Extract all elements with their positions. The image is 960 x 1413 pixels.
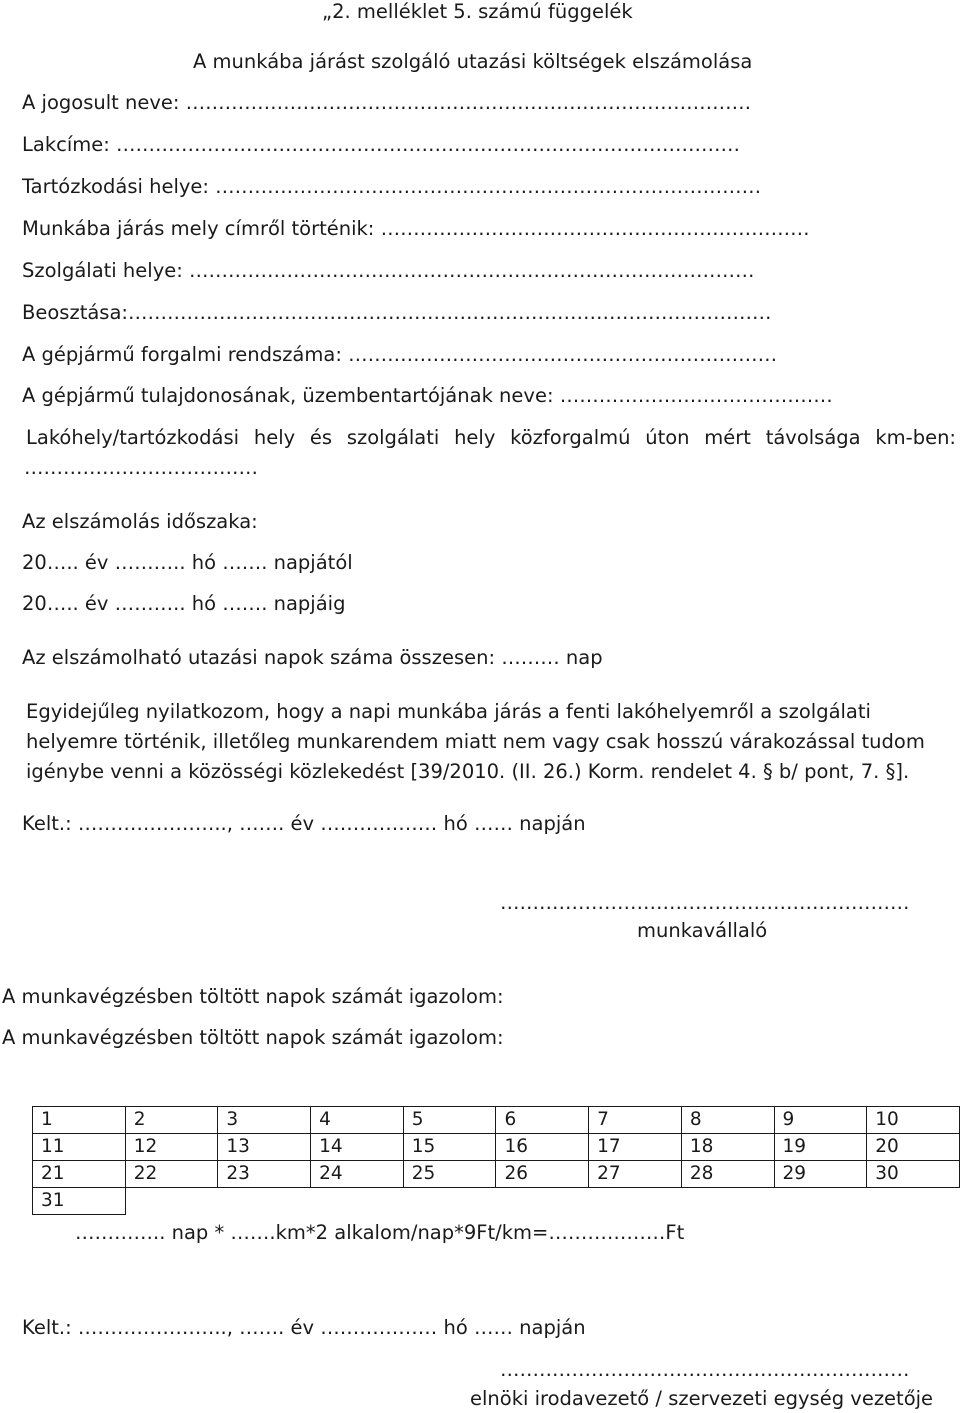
day-cell: 11 (33, 1134, 126, 1161)
field-workplace: Szolgálati helye: …………………………………………………………………………… (22, 259, 755, 282)
day-cell: 31 (33, 1188, 126, 1215)
dated-line-employee: Kelt.: ………………….., ……. év ……………… hó …… napján (22, 812, 586, 835)
table-row (33, 1161, 960, 1188)
day-cell: 7 (589, 1107, 682, 1134)
field-license-plate: A gépjármű forgalmi rendszáma: ………………………………………………………… (22, 343, 778, 366)
approver-signature-dots: ……………………………………………………… (500, 1358, 910, 1381)
day-cell: 10 (867, 1107, 960, 1134)
employee-signature-label: munkavállaló (637, 919, 768, 942)
period-to: 20….. év ……….. hó ……. napjáig (22, 592, 346, 615)
day-cell: 27 (589, 1161, 682, 1188)
field-address: Lakcíme: …………………………………………………………………………………… (22, 133, 741, 156)
document-title: A munkába járást szolgáló utazási költségek elszámolása (193, 50, 753, 73)
day-cell: 14 (311, 1134, 404, 1161)
day-cell: 2 (125, 1107, 218, 1134)
day-cell: 25 (403, 1161, 496, 1188)
day-cell: 8 (681, 1107, 774, 1134)
field-commute-origin: Munkába járás mely címről történik: ………………………………………………………… (22, 217, 810, 240)
period-from: 20….. év ……….. hó ……. napjától (22, 551, 353, 574)
day-cell: 21 (33, 1161, 126, 1188)
annex-reference: „2. melléklet 5. számú függelék (322, 0, 633, 23)
field-vehicle-owner: A gépjármű tulajdonosának, üzembentartójának neve: …………………………………… (22, 384, 833, 407)
day-cell: 22 (125, 1161, 218, 1188)
working-days-table (32, 1106, 960, 1215)
certify-line-1: A munkavégzésben töltött napok számát igazolom: (2, 985, 504, 1008)
period-label: Az elszámolás időszaka: (22, 510, 258, 533)
field-residence: Tartózkodási helye: ………………………………………………………………………… (22, 175, 762, 198)
day-cell: 28 (681, 1161, 774, 1188)
table-row (33, 1188, 960, 1215)
day-cell: 30 (867, 1161, 960, 1188)
table-row (33, 1107, 960, 1134)
day-cell: 9 (774, 1107, 867, 1134)
day-cell: 23 (218, 1161, 311, 1188)
field-distance-dots: ……………………………… (24, 456, 258, 479)
day-cell: 15 (403, 1134, 496, 1161)
days-total: Az elszámolható utazási napok száma összesen: ……… nap (22, 646, 603, 669)
approver-signature-label: elnöki irodavezető / szervezeti egység vezetője (470, 1387, 934, 1410)
day-cell: 26 (496, 1161, 589, 1188)
employee-signature-dots: ……………………………………………………… (500, 891, 910, 914)
field-beneficiary-name: A jogosult neve: …………………………………………………………………………… (22, 91, 752, 114)
day-cell: 20 (867, 1134, 960, 1161)
day-cell: 17 (589, 1134, 682, 1161)
day-cell: 13 (218, 1134, 311, 1161)
day-cell: 3 (218, 1107, 311, 1134)
day-cell: 16 (496, 1134, 589, 1161)
day-cell: 6 (496, 1107, 589, 1134)
day-cell: 18 (681, 1134, 774, 1161)
day-cell: 29 (774, 1161, 867, 1188)
cost-formula: ………….. nap * …….km*2 alkalom/nap*9Ft/km=………………Ft (75, 1221, 685, 1244)
empty-cell (125, 1188, 959, 1215)
day-cell: 5 (403, 1107, 496, 1134)
day-cell: 1 (33, 1107, 126, 1134)
day-cell: 12 (125, 1134, 218, 1161)
day-cell: 4 (311, 1107, 404, 1134)
field-distance: Lakóhely/tartózkodási hely és szolgálati hely közforgalmú úton mért távolsága km-ben: (26, 426, 956, 449)
table-row (33, 1134, 960, 1161)
day-cell: 24 (311, 1161, 404, 1188)
dated-line-approver: Kelt.: ………………….., ……. év ……………… hó …… napján (22, 1316, 586, 1339)
day-cell: 19 (774, 1134, 867, 1161)
certify-line-2: A munkavégzésben töltött napok számát igazolom: (2, 1026, 504, 1049)
field-position: Beosztása:……………………………………………………………………………………… (22, 301, 772, 324)
declaration-text: Egyidejűleg nyilatkozom, hogy a napi munkába járás a fenti lakóhelyemről a szolgálati helyemre történik, illetőleg munkarendem miatt nem vagy csak hosszú várakozással tudom igénybe venni a közösségi közlekedést [39/2010. (II. 26.) Korm. rendelet 4. § b/ pont, 7. §]. (26, 700, 925, 783)
